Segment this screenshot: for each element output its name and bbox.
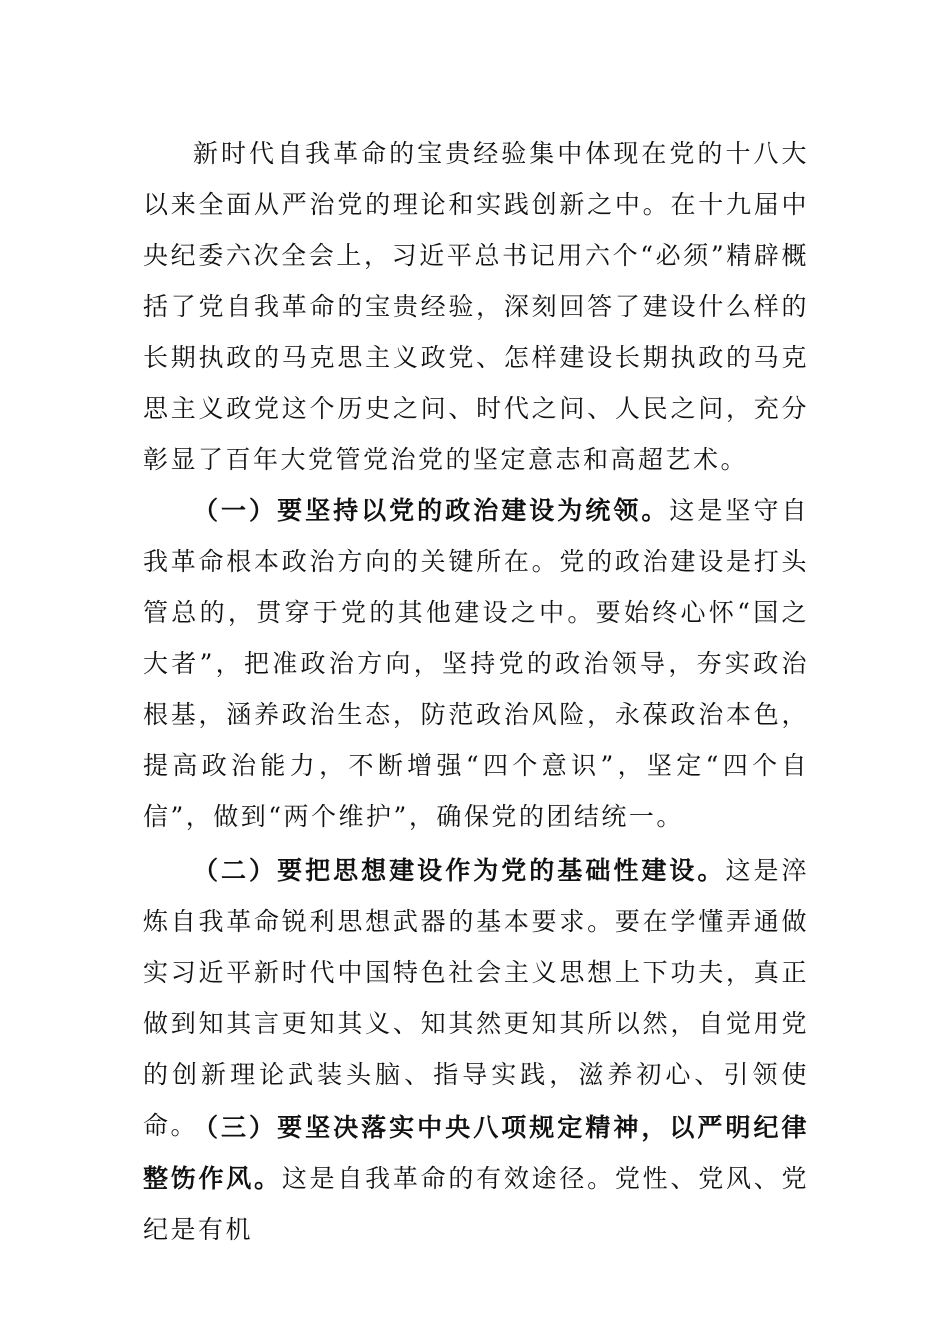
paragraph-political-building [143, 485, 809, 842]
paragraph-eight-point-rules [143, 1102, 809, 1255]
paragraph-body: 这是自我革命的有效途径。党性、党风、党纪是有机 [143, 1164, 809, 1244]
paragraph-intro [143, 128, 809, 485]
paragraph-lead: （一）要坚持以党的政治建设为统领。 [193, 496, 670, 525]
paragraph-lead: （二）要把思想建设作为党的基础性建设。 [193, 856, 726, 885]
paragraph-lead: （三）要坚决落实中央八项规定精神，以严明纪律整饬作风。 [143, 1113, 809, 1193]
paragraph-body: 新时代自我革命的宝贵经验集中体现在党的十八大以来全面从严治党的理论和实践创新之中。在十九届中央纪委六次全会上，习近平总书记用六个“必须”精辟概括了党自我革命的宝贵经验，深刻回答了建设什么样的长期执政的马克思主义政党、怎样建设长期执政的马克思主义政党这个历史之问、时代之问、人民之问，充分彰显了百年大党管党治党的坚定意志和高超艺术。 [143, 139, 809, 474]
paragraph-body: 这是坚守自我革命根本政治方向的关键所在。党的政治建设是打头管总的，贯穿于党的其他建设之中。要始终心怀“国之大者”，把准政治方向，坚持党的政治领导，夯实政治根基，涵养政治生态，防范政治风险，永葆政治本色，提高政治能力，不断增强“四个意识”，坚定“四个自信”，做到“两个维护”，确保党的团结统一。 [143, 496, 809, 831]
paragraph-body: 这是淬炼自我革命锐利思想武器的基本要求。要在学懂弄通做实习近平新时代中国特色社会主义思想上下功夫，真正做到知其言更知其义、知其然更知其所以然，自觉用党的创新理论武装头脑、指导实践，滋养初心、引领使命。 [143, 856, 809, 1140]
